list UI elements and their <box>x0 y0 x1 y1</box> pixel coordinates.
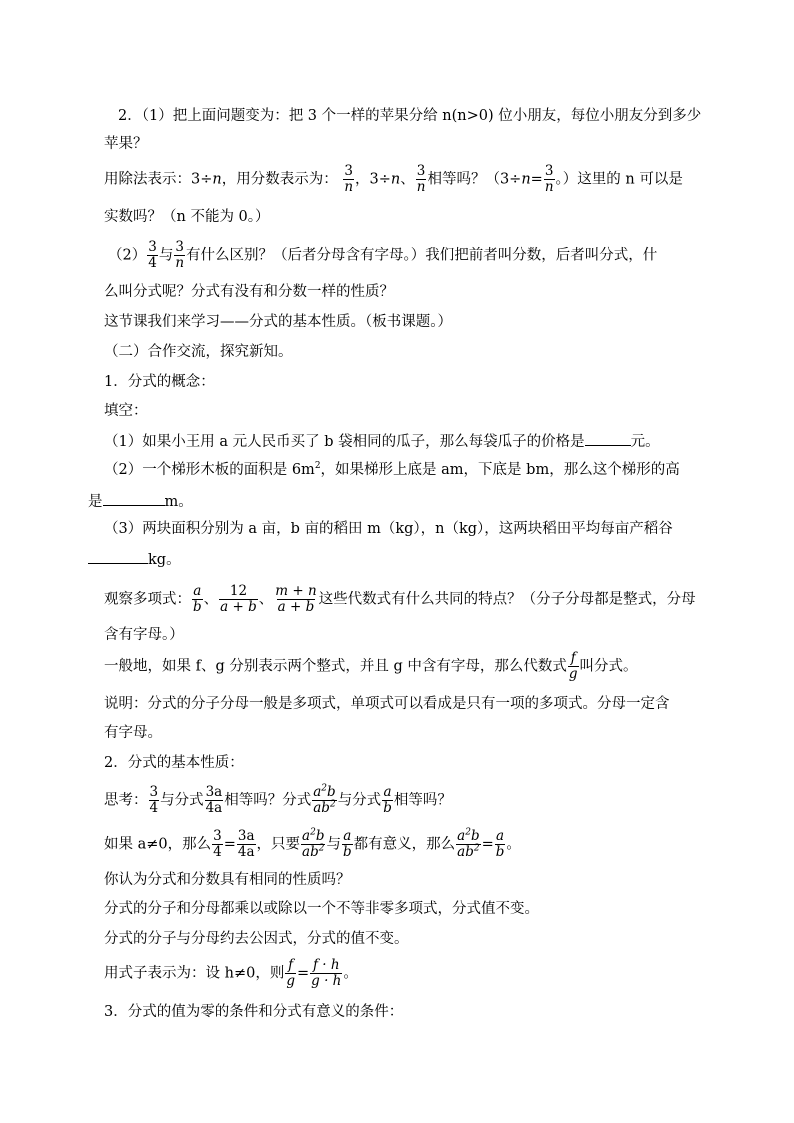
numerator: f <box>570 650 576 666</box>
denominator: b <box>495 844 505 860</box>
var: a <box>302 844 311 860</box>
numerator: f <box>288 957 294 973</box>
fraction-3-over-n <box>174 240 185 271</box>
paragraph-line <box>104 899 539 919</box>
fraction-f-over-g <box>285 958 296 989</box>
text: 有字母。 <box>104 725 162 741</box>
var-n: n <box>212 171 222 188</box>
text: 观察多项式： <box>104 591 191 608</box>
paragraph-division <box>104 164 683 195</box>
question-1 <box>104 430 660 452</box>
section-heading <box>104 1002 403 1022</box>
fraction-f-over-g <box>568 651 579 682</box>
text: 。 <box>506 836 521 853</box>
text: 与 <box>158 247 174 264</box>
text: （2）一个梯形木板的面积是 6m <box>104 462 315 478</box>
fraction-3a-over-4a <box>237 829 256 860</box>
numerator: 3 <box>175 239 184 255</box>
denominator: 4a <box>237 844 255 860</box>
answer-blank[interactable] <box>585 430 631 446</box>
var: b <box>321 800 330 816</box>
denominator <box>456 844 480 860</box>
numerator: 3 <box>148 239 157 255</box>
text: 相等吗？（3÷ <box>427 171 522 188</box>
text: = <box>530 171 543 188</box>
paragraph-definition <box>104 651 638 682</box>
text: 、 <box>400 171 415 188</box>
fraction-12-over-a-plus-b <box>219 584 258 615</box>
fraction-fh-over-gh <box>310 958 342 989</box>
text: 3．分式的值为零的条件和分式有意义的条件： <box>104 1004 404 1020</box>
paragraph-problem-2 <box>118 106 701 126</box>
text: （3）两块面积分别为 a 亩，b 亩的稻田 m（kg），n（kg），这两块稻田平均每亩产稻谷 <box>104 521 673 537</box>
question-2-cont <box>88 490 193 512</box>
numerator: 3a <box>205 784 223 800</box>
var: a <box>457 828 466 844</box>
numerator <box>301 829 325 844</box>
fraction-a-over-b <box>382 785 393 816</box>
denominator: 4 <box>149 800 159 816</box>
text: 含有字母。） <box>104 627 184 643</box>
section-heading <box>104 342 293 362</box>
text: 1．分式的概念： <box>104 374 215 390</box>
fraction-a2b-over-ab2 <box>301 829 325 860</box>
text: 这节课我们来学习——分式的基本性质。（板书课题。） <box>104 314 452 330</box>
text: = <box>223 836 236 853</box>
text: = <box>296 965 310 982</box>
text: kg。 <box>148 552 181 568</box>
text: 叫分式。 <box>579 658 638 675</box>
section-heading <box>104 372 215 392</box>
question-3-cont <box>88 548 181 570</box>
numerator: 3 <box>544 163 554 179</box>
text: 2．（1）把上面问题变为：把 3 个一样的苹果分给 n(n>0) 位小朋友，每位小朋友分到多少 <box>118 108 702 124</box>
text: 思考： <box>104 792 148 809</box>
paragraph-line <box>104 207 270 227</box>
numerator: a <box>193 583 202 599</box>
paragraph-line <box>104 282 394 302</box>
var: a <box>313 800 322 816</box>
numerator: a <box>383 784 392 800</box>
text: = <box>481 836 494 853</box>
denominator: 4 <box>213 844 222 860</box>
numerator: 3 <box>149 784 159 800</box>
paragraph-line <box>104 929 409 949</box>
numerator: a <box>496 828 505 844</box>
text: 一般地，如果 f、g 分别表示两个整式，并且 g 中含有字母，那么代数式 <box>104 658 567 675</box>
denominator <box>312 800 336 816</box>
superscript: 2 <box>329 799 336 810</box>
fraction-3a-over-4a <box>205 785 224 816</box>
text: 这些代数式有什么共同的特点？（分子分母都是整式，分母 <box>318 591 696 608</box>
var: b <box>315 828 325 844</box>
denominator: n <box>344 179 354 195</box>
superscript: 2 <box>310 827 316 838</box>
var: a <box>313 784 322 800</box>
question-2 <box>104 460 680 480</box>
paragraph-observe <box>104 584 696 615</box>
paragraph-line <box>104 401 148 421</box>
text: 。 <box>343 965 358 982</box>
paragraph-line <box>104 312 452 332</box>
text: ，如果梯形上底是 am，下底是 bm，那么这个梯形的高 <box>320 462 680 478</box>
denominator: g · h <box>311 973 342 989</box>
numerator <box>312 785 336 800</box>
text: 相等吗？ <box>393 792 452 809</box>
denominator: a + b <box>277 599 315 615</box>
denominator: b <box>342 844 352 860</box>
denominator: b <box>383 800 392 816</box>
denominator: a + b <box>220 599 257 615</box>
fraction-3-over-4 <box>212 829 223 860</box>
paragraph-difference <box>108 240 657 271</box>
paragraph-line <box>104 134 148 154</box>
text: （二）合作交流，探究新知。 <box>104 344 293 360</box>
fraction-3-over-4 <box>147 240 158 271</box>
paragraph-think <box>104 785 452 816</box>
paragraph-note <box>104 694 670 714</box>
numerator: 3 <box>416 163 426 179</box>
numerator: a <box>343 828 352 844</box>
denominator: b <box>193 599 202 615</box>
denominator: n <box>175 255 185 271</box>
var: b <box>465 844 474 860</box>
paragraph-if <box>104 829 521 860</box>
denominator: n <box>544 179 554 195</box>
var: a <box>302 828 311 844</box>
var: a <box>457 844 466 860</box>
denominator: 4 <box>148 255 157 271</box>
text: 苹果？ <box>104 136 148 152</box>
text: 用式子表示为：设 h≠0，则 <box>104 965 285 982</box>
text: 是 <box>88 494 103 510</box>
fraction-3-over-n <box>416 164 427 195</box>
text: 相等吗？分式 <box>224 792 312 809</box>
fraction-a2b-over-ab2 <box>456 829 480 860</box>
text: 分式的分子与分母约去公因式，分式的值不变。 <box>104 931 409 947</box>
superscript: 2 <box>321 783 328 794</box>
text: 如果 a≠0，那么 <box>104 836 212 853</box>
superscript: 2 <box>465 827 471 838</box>
text: （1）如果小王用 a 元人民币买了 b 袋相同的瓜子，那么每袋瓜子的价格是 <box>104 434 585 450</box>
text: 你认为分式和分数具有相同的性质吗？ <box>104 872 351 888</box>
var: b <box>327 784 336 800</box>
text: ，3÷ <box>355 171 391 188</box>
text: 有什么区别？（后者分母含有字母。）我们把前者叫分数，后者叫分式，什 <box>186 247 658 264</box>
var-n: n <box>521 171 531 188</box>
section-heading <box>104 753 244 773</box>
fraction-a-over-b <box>495 829 506 860</box>
text: 、 <box>258 591 274 608</box>
text: 2．分式的基本性质： <box>104 755 244 771</box>
paragraph-expression <box>104 958 358 989</box>
text: 都有意义，那么 <box>353 836 456 853</box>
superscript: 2 <box>318 843 325 854</box>
denominator: g <box>286 973 295 989</box>
text: 分式的分子和分母都乘以或除以一个不等非零多项式，分式值不变。 <box>104 901 539 917</box>
denominator: 4a <box>205 800 223 816</box>
denominator <box>301 844 325 860</box>
fraction-a-over-b <box>342 829 353 860</box>
numerator: 3 <box>213 828 222 844</box>
text: 实数吗？（n 不能为 0。） <box>104 209 270 225</box>
denominator: g <box>568 666 578 682</box>
text: 用除法表示：3÷ <box>104 171 213 188</box>
question-3 <box>104 519 673 539</box>
numerator: 3 <box>344 163 353 179</box>
text: ，只要 <box>256 836 301 853</box>
fraction-3-over-n <box>343 164 354 195</box>
text: m。 <box>164 494 193 510</box>
numerator: m + n <box>275 583 317 599</box>
text: 。）这里的 n 可以是 <box>555 171 683 188</box>
fraction-a-over-b <box>192 584 203 615</box>
superscript: 2 <box>314 461 321 472</box>
text: 说明：分式的分子分母一般是多项式，单项式可以看成是只有一项的多项式。分母一定含 <box>104 696 670 712</box>
text: 与 <box>326 836 341 853</box>
text: （2） <box>108 247 147 264</box>
fraction-a2b-over-ab2 <box>312 785 336 816</box>
var: b <box>310 844 319 860</box>
fraction-m-plus-n-over-a-plus-b <box>274 584 317 615</box>
numerator: 3a <box>237 828 255 844</box>
paragraph-line <box>104 625 184 645</box>
text: 与分式 <box>160 792 204 809</box>
superscript: 2 <box>473 843 480 854</box>
text: ，用分数表示为： <box>221 171 338 188</box>
numerator: 12 <box>229 583 248 599</box>
answer-blank[interactable] <box>103 490 165 506</box>
text: 、 <box>203 591 219 608</box>
text: 么叫分式呢？分式有没有和分数一样的性质？ <box>104 284 394 300</box>
var-n: n <box>390 171 401 188</box>
text: 元。 <box>630 434 660 450</box>
text: 填空： <box>104 403 148 419</box>
paragraph-line <box>104 870 351 890</box>
fraction-3-over-n <box>544 164 555 195</box>
answer-blank[interactable] <box>88 548 148 564</box>
text: 与分式 <box>337 792 382 809</box>
paragraph-line <box>104 723 162 743</box>
denominator: n <box>416 179 426 195</box>
numerator: f · h <box>312 957 340 973</box>
numerator <box>456 829 480 844</box>
var: b <box>470 828 480 844</box>
fraction-3-over-4 <box>149 785 160 816</box>
